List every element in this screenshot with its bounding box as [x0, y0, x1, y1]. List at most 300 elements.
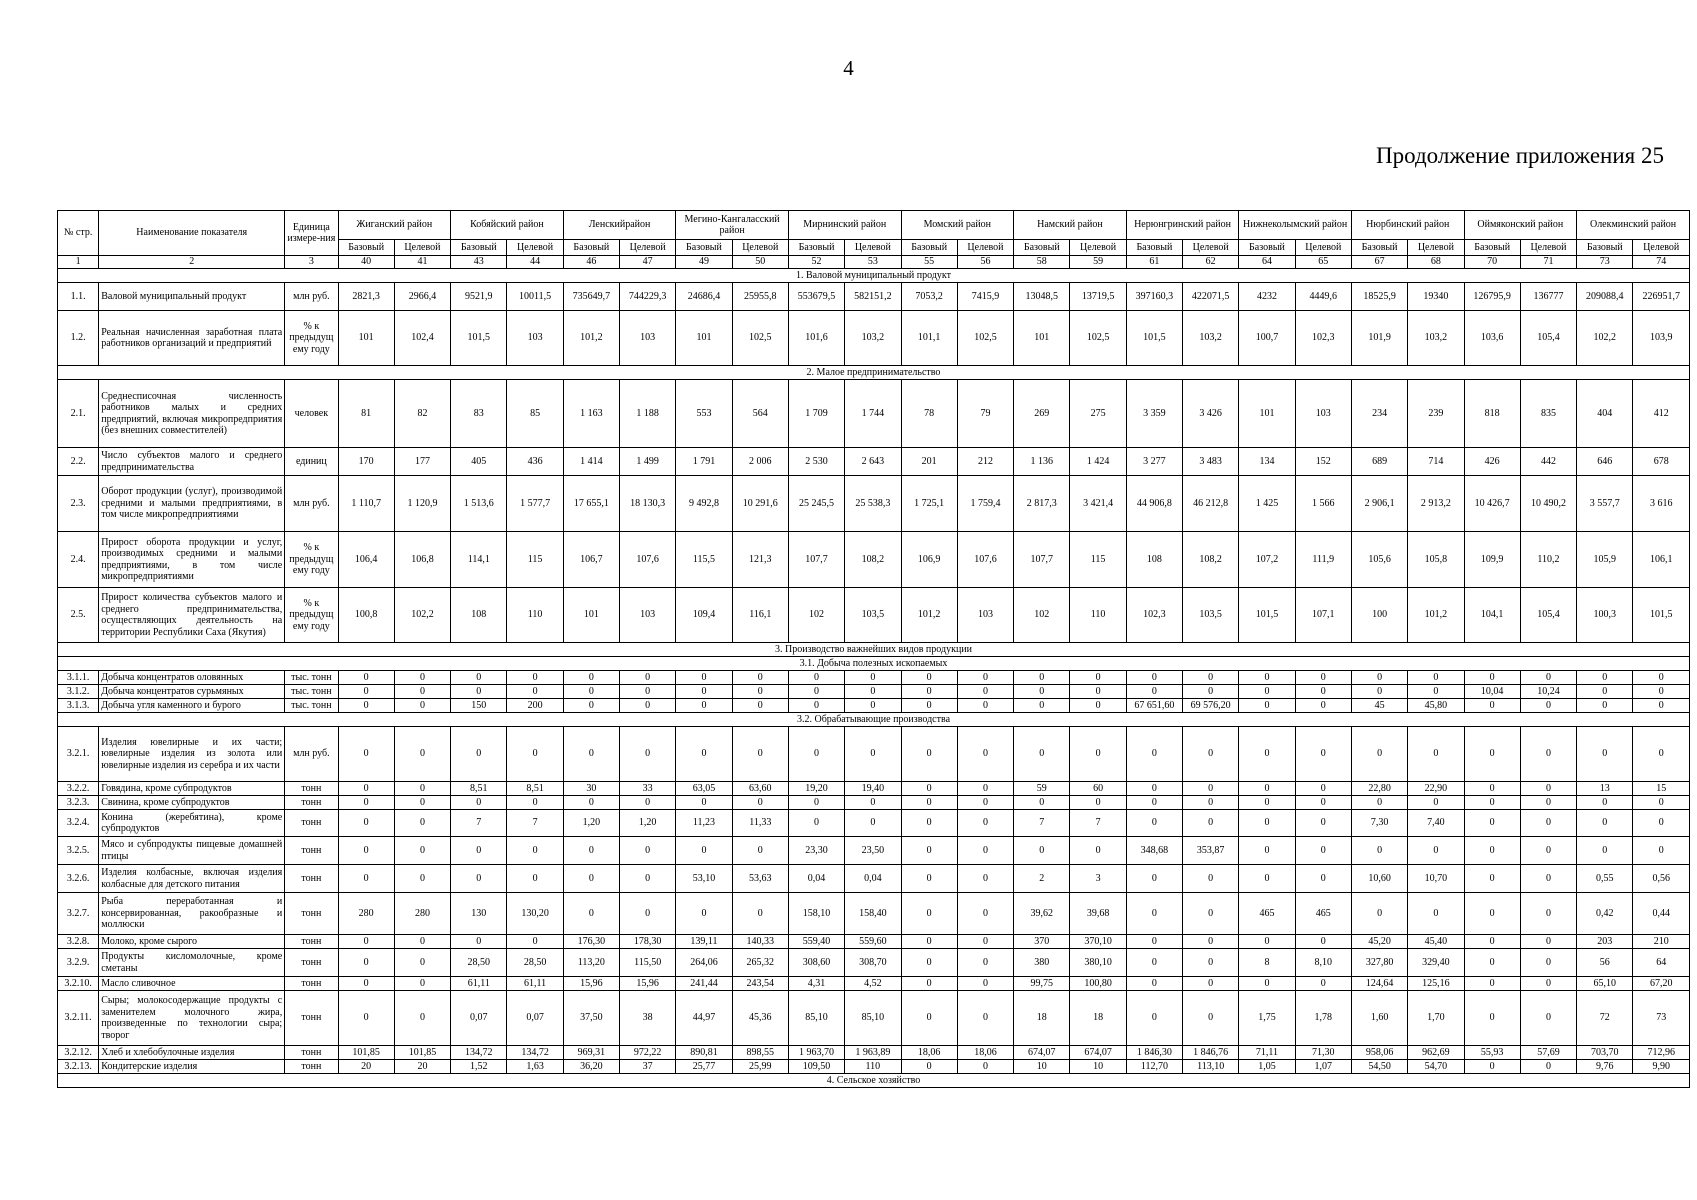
value-cell: 0 — [1126, 935, 1182, 949]
value-cell: 0 — [1520, 1060, 1576, 1074]
value-cell: 104,1 — [1464, 588, 1520, 643]
header-name: Наименование показателя — [99, 211, 285, 256]
header-base: Базовый — [563, 240, 619, 256]
value-cell: 1 963,70 — [788, 1046, 844, 1060]
value-cell: 1 424 — [1070, 448, 1126, 476]
value-cell: 134,72 — [451, 1046, 507, 1060]
value-cell: 0 — [1239, 782, 1295, 796]
value-cell: 103 — [507, 311, 563, 366]
column-number: 61 — [1126, 256, 1182, 269]
value-cell: 0 — [451, 796, 507, 810]
value-cell: 9521,9 — [451, 283, 507, 311]
value-cell: 0 — [1351, 685, 1407, 699]
value-cell: 0 — [394, 991, 450, 1046]
value-cell: 1 110,7 — [338, 476, 394, 532]
header-district: Намский район — [1014, 211, 1127, 240]
value-cell: 0 — [957, 782, 1013, 796]
value-cell: 329,40 — [1408, 949, 1464, 977]
value-cell: 115 — [507, 532, 563, 588]
value-cell: 0 — [1295, 865, 1351, 893]
row-number: 3.2.8. — [58, 935, 99, 949]
column-number: 50 — [732, 256, 788, 269]
value-cell: 102,2 — [394, 588, 450, 643]
value-cell: 54,70 — [1408, 1060, 1464, 1074]
value-cell: 0 — [338, 949, 394, 977]
value-cell: 0 — [620, 671, 676, 685]
column-number: 46 — [563, 256, 619, 269]
value-cell: 130,20 — [507, 893, 563, 935]
value-cell: 370 — [1014, 935, 1070, 949]
value-cell: 0 — [1408, 796, 1464, 810]
value-cell: 646 — [1577, 448, 1633, 476]
value-cell: 0 — [394, 935, 450, 949]
value-cell: 18,06 — [901, 1046, 957, 1060]
value-cell: 7053,2 — [901, 283, 957, 311]
value-cell: 553679,5 — [788, 283, 844, 311]
value-cell: 107,1 — [1295, 588, 1351, 643]
section-title: 1. Валовой муниципальный продукт — [58, 269, 1690, 283]
indicator-name: Добыча концентратов оловянных — [99, 671, 285, 685]
value-cell: 0 — [338, 782, 394, 796]
value-cell: 442 — [1520, 448, 1576, 476]
value-cell: 0 — [338, 796, 394, 810]
value-cell: 0 — [676, 837, 732, 865]
unit: тонн — [285, 796, 338, 810]
value-cell: 0 — [563, 865, 619, 893]
value-cell: 0 — [788, 699, 844, 713]
header-target: Целевой — [620, 240, 676, 256]
value-cell: 56 — [1577, 949, 1633, 977]
value-cell: 101,9 — [1351, 311, 1407, 366]
value-cell: 0 — [451, 685, 507, 699]
value-cell: 8,10 — [1295, 949, 1351, 977]
row-number: 3.2.10. — [58, 977, 99, 991]
value-cell: 564 — [732, 380, 788, 448]
value-cell: 0 — [901, 991, 957, 1046]
value-cell: 25,77 — [676, 1060, 732, 1074]
value-cell: 78 — [901, 380, 957, 448]
value-cell: 106,8 — [394, 532, 450, 588]
value-cell: 63,60 — [732, 782, 788, 796]
value-cell: 121,3 — [732, 532, 788, 588]
indicator-name: Число субъектов малого и среднего предпринимательства — [99, 448, 285, 476]
value-cell: 0 — [1520, 727, 1576, 782]
value-cell: 0 — [394, 782, 450, 796]
value-cell: 0 — [1295, 796, 1351, 810]
value-cell: 33 — [620, 782, 676, 796]
column-number: 73 — [1577, 256, 1633, 269]
header-target: Целевой — [1183, 240, 1239, 256]
table-row — [58, 380, 1690, 448]
value-cell: 0 — [1351, 837, 1407, 865]
indicator-name: Хлеб и хлебобулочные изделия — [99, 1046, 285, 1060]
value-cell: 108 — [451, 588, 507, 643]
row-number: 3.2.1. — [58, 727, 99, 782]
section-row — [58, 366, 1690, 380]
value-cell: 0 — [957, 727, 1013, 782]
value-cell: 1 846,30 — [1126, 1046, 1182, 1060]
value-cell: 18 130,3 — [620, 476, 676, 532]
value-cell: 57,69 — [1520, 1046, 1576, 1060]
value-cell: 0 — [338, 991, 394, 1046]
value-cell: 962,69 — [1408, 1046, 1464, 1060]
value-cell: 1,07 — [1295, 1060, 1351, 1074]
value-cell: 0 — [1351, 796, 1407, 810]
row-number: 2.1. — [58, 380, 99, 448]
value-cell: 0 — [845, 671, 901, 685]
value-cell: 10,24 — [1520, 685, 1576, 699]
value-cell: 19340 — [1408, 283, 1464, 311]
unit: тонн — [285, 991, 338, 1046]
value-cell: 0 — [1295, 935, 1351, 949]
value-cell: 0 — [1633, 727, 1690, 782]
value-cell: 0 — [1295, 699, 1351, 713]
value-cell: 1,63 — [507, 1060, 563, 1074]
value-cell: 239 — [1408, 380, 1464, 448]
row-number: 3.1.2. — [58, 685, 99, 699]
page-number: 4 — [843, 56, 854, 80]
table-row — [58, 476, 1690, 532]
unit: млн руб. — [285, 727, 338, 782]
value-cell: 898,55 — [732, 1046, 788, 1060]
value-cell: 689 — [1351, 448, 1407, 476]
value-cell: 1 136 — [1014, 448, 1070, 476]
value-cell: 397160,3 — [1126, 283, 1182, 311]
value-cell: 0 — [507, 935, 563, 949]
value-cell: 7 — [1070, 810, 1126, 837]
value-cell: 0 — [1295, 727, 1351, 782]
value-cell: 0 — [338, 810, 394, 837]
value-cell: 105,8 — [1408, 532, 1464, 588]
indicator-name: Мясо и субпродукты пищевые домашней птицы — [99, 837, 285, 865]
value-cell: 2 906,1 — [1351, 476, 1407, 532]
value-cell: 85,10 — [788, 991, 844, 1046]
unit: % к предыдущему году — [285, 311, 338, 366]
value-cell: 1,52 — [451, 1060, 507, 1074]
indicators-table — [57, 210, 1690, 1088]
value-cell: 712,96 — [1633, 1046, 1690, 1060]
value-cell: 23,50 — [845, 837, 901, 865]
table-row — [58, 532, 1690, 588]
value-cell: 81 — [338, 380, 394, 448]
value-cell: 348,68 — [1126, 837, 1182, 865]
value-cell: 139,11 — [676, 935, 732, 949]
value-cell: 0 — [901, 893, 957, 935]
appendix-title: Продолжение приложения 25 — [1376, 143, 1664, 168]
section-title: 2. Малое предпринимательство — [58, 366, 1690, 380]
value-cell: 0,56 — [1633, 865, 1690, 893]
value-cell: 126795,9 — [1464, 283, 1520, 311]
table-row — [58, 283, 1690, 311]
value-cell: 0 — [620, 865, 676, 893]
value-cell: 8,51 — [451, 782, 507, 796]
section-title: 3.1. Добыча полезных ископаемых — [58, 657, 1690, 671]
value-cell: 465 — [1295, 893, 1351, 935]
value-cell: 0 — [620, 893, 676, 935]
value-cell: 0 — [1464, 810, 1520, 837]
table-row — [58, 810, 1690, 837]
column-number: 52 — [788, 256, 844, 269]
row-number: 3.2.3. — [58, 796, 99, 810]
value-cell: 0 — [845, 685, 901, 699]
value-cell: 4,31 — [788, 977, 844, 991]
value-cell: 7 — [451, 810, 507, 837]
value-cell: 7 — [1014, 810, 1070, 837]
column-number: 44 — [507, 256, 563, 269]
value-cell: 178,30 — [620, 935, 676, 949]
value-cell: 107,7 — [788, 532, 844, 588]
value-cell: 0 — [1464, 991, 1520, 1046]
row-number: 3.2.2. — [58, 782, 99, 796]
value-cell: 140,33 — [732, 935, 788, 949]
value-cell: 0 — [1577, 796, 1633, 810]
value-cell: 103 — [620, 588, 676, 643]
value-cell: 0 — [507, 727, 563, 782]
value-cell: 0 — [1239, 935, 1295, 949]
value-cell: 0 — [1351, 671, 1407, 685]
value-cell: 264,06 — [676, 949, 732, 977]
value-cell: 0 — [901, 935, 957, 949]
unit: тонн — [285, 1060, 338, 1074]
value-cell: 0 — [901, 865, 957, 893]
value-cell: 559,60 — [845, 935, 901, 949]
value-cell: 0 — [1126, 727, 1182, 782]
value-cell: 0 — [957, 796, 1013, 810]
value-cell: 0 — [1239, 865, 1295, 893]
value-cell: 0 — [1633, 796, 1690, 810]
unit: тонн — [285, 935, 338, 949]
value-cell: 0 — [732, 893, 788, 935]
value-cell: 10,04 — [1464, 685, 1520, 699]
value-cell: 25 538,3 — [845, 476, 901, 532]
value-cell: 101,85 — [394, 1046, 450, 1060]
header-target: Целевой — [507, 240, 563, 256]
value-cell: 0 — [957, 935, 1013, 949]
value-cell: 0 — [1239, 977, 1295, 991]
table-row — [58, 448, 1690, 476]
header-num: № стр. — [58, 211, 99, 256]
value-cell: 0 — [1464, 977, 1520, 991]
value-cell: 115,5 — [676, 532, 732, 588]
value-cell: 0 — [1239, 796, 1295, 810]
value-cell: 67 651,60 — [1126, 699, 1182, 713]
value-cell: 108,2 — [1183, 532, 1239, 588]
header-target: Целевой — [957, 240, 1013, 256]
value-cell: 0 — [1520, 782, 1576, 796]
value-cell: 0 — [1464, 1060, 1520, 1074]
value-cell: 436 — [507, 448, 563, 476]
value-cell: 101,5 — [1633, 588, 1690, 643]
value-cell: 0 — [1126, 782, 1182, 796]
value-cell: 0 — [901, 671, 957, 685]
value-cell: 18 — [1070, 991, 1126, 1046]
value-cell: 113,10 — [1183, 1060, 1239, 1074]
value-cell: 0 — [620, 727, 676, 782]
indicator-name: Кондитерские изделия — [99, 1060, 285, 1074]
unit: тонн — [285, 810, 338, 837]
value-cell: 0 — [676, 893, 732, 935]
value-cell: 53,63 — [732, 865, 788, 893]
value-cell: 158,40 — [845, 893, 901, 935]
value-cell: 45,40 — [1408, 935, 1464, 949]
value-cell: 134 — [1239, 448, 1295, 476]
value-cell: 269 — [1014, 380, 1070, 448]
value-cell: 0 — [1126, 977, 1182, 991]
value-cell: 0 — [957, 685, 1013, 699]
value-cell: 110 — [845, 1060, 901, 1074]
row-number: 2.4. — [58, 532, 99, 588]
section-title: 4. Сельское хозяйство — [58, 1074, 1690, 1088]
value-cell: 0 — [1126, 893, 1182, 935]
value-cell: 0 — [788, 671, 844, 685]
unit: тонн — [285, 949, 338, 977]
column-number: 67 — [1351, 256, 1407, 269]
value-cell: 0 — [1464, 727, 1520, 782]
value-cell: 10 — [1014, 1060, 1070, 1074]
indicator-name: Добыча концентратов сурьмяных — [99, 685, 285, 699]
value-cell: 744229,3 — [620, 283, 676, 311]
value-cell: 45 — [1351, 699, 1407, 713]
value-cell: 200 — [507, 699, 563, 713]
section-row — [58, 643, 1690, 657]
header-target: Целевой — [1295, 240, 1351, 256]
header-base: Базовый — [676, 240, 732, 256]
value-cell: 210 — [1633, 935, 1690, 949]
value-cell: 4449,6 — [1295, 283, 1351, 311]
column-number: 64 — [1239, 256, 1295, 269]
value-cell: 103 — [620, 311, 676, 366]
value-cell: 0 — [957, 991, 1013, 1046]
value-cell: 0 — [845, 699, 901, 713]
value-cell: 0 — [620, 837, 676, 865]
unit: тонн — [285, 782, 338, 796]
indicator-name: Среднесписочная численность работников малых и средних предприятий, включая микропредприятия (без внешних совместителей) — [99, 380, 285, 448]
value-cell: 0 — [338, 699, 394, 713]
value-cell: 85,10 — [845, 991, 901, 1046]
value-cell: 2 643 — [845, 448, 901, 476]
value-cell: 36,20 — [563, 1060, 619, 1074]
indicator-name: Говядина, кроме субпродуктов — [99, 782, 285, 796]
value-cell: 37,50 — [563, 991, 619, 1046]
value-cell: 0 — [732, 671, 788, 685]
value-cell: 3 483 — [1183, 448, 1239, 476]
table-row — [58, 727, 1690, 782]
value-cell: 0 — [1183, 991, 1239, 1046]
column-number: 62 — [1183, 256, 1239, 269]
value-cell: 102,5 — [957, 311, 1013, 366]
value-cell: 103 — [1295, 380, 1351, 448]
value-cell: 714 — [1408, 448, 1464, 476]
value-cell: 113,20 — [563, 949, 619, 977]
value-cell: 2821,3 — [338, 283, 394, 311]
value-cell: 11,23 — [676, 810, 732, 837]
value-cell: 241,44 — [676, 977, 732, 991]
value-cell: 0 — [1520, 977, 1576, 991]
value-cell: 20 — [338, 1060, 394, 1074]
value-cell: 176,30 — [563, 935, 619, 949]
value-cell: 0 — [1464, 949, 1520, 977]
value-cell: 1 499 — [620, 448, 676, 476]
value-cell: 106,7 — [563, 532, 619, 588]
value-cell: 327,80 — [1351, 949, 1407, 977]
unit: % к предыдущему году — [285, 588, 338, 643]
row-number: 2.2. — [58, 448, 99, 476]
value-cell: 370,10 — [1070, 935, 1126, 949]
value-cell: 0 — [394, 949, 450, 977]
column-number: 55 — [901, 256, 957, 269]
value-cell: 243,54 — [732, 977, 788, 991]
value-cell: 101 — [338, 311, 394, 366]
value-cell: 103,2 — [845, 311, 901, 366]
table-row — [58, 1046, 1690, 1060]
value-cell: 0 — [394, 699, 450, 713]
value-cell: 958,06 — [1351, 1046, 1407, 1060]
table-row — [58, 685, 1690, 699]
value-cell: 0 — [676, 796, 732, 810]
column-number: 74 — [1633, 256, 1690, 269]
value-cell: 0 — [394, 685, 450, 699]
value-cell: 103,5 — [1183, 588, 1239, 643]
value-cell: 158,10 — [788, 893, 844, 935]
value-cell: 1 513,6 — [451, 476, 507, 532]
header-target: Целевой — [394, 240, 450, 256]
value-cell: 102,5 — [1070, 311, 1126, 366]
value-cell: 0 — [901, 685, 957, 699]
value-cell: 59 — [1014, 782, 1070, 796]
value-cell: 4232 — [1239, 283, 1295, 311]
indicator-name: Изделия колбасные, включая изделия колбасные для детского питания — [99, 865, 285, 893]
header-base: Базовый — [788, 240, 844, 256]
value-cell: 2 530 — [788, 448, 844, 476]
unit: тонн — [285, 1046, 338, 1060]
value-cell: 0 — [788, 685, 844, 699]
value-cell: 0 — [1520, 893, 1576, 935]
value-cell: 4,52 — [845, 977, 901, 991]
value-cell: 0 — [620, 685, 676, 699]
value-cell: 15 — [1633, 782, 1690, 796]
value-cell: 3 359 — [1126, 380, 1182, 448]
value-cell: 82 — [394, 380, 450, 448]
indicator-name: Продукты кисломолочные, кроме сметаны — [99, 949, 285, 977]
value-cell: 150 — [451, 699, 507, 713]
header-district: Нижнеколымский район — [1239, 211, 1352, 240]
header-district: Мегино-Кангаласский район — [676, 211, 789, 240]
header-base: Базовый — [1239, 240, 1295, 256]
value-cell: 1 188 — [620, 380, 676, 448]
value-cell: 0 — [957, 1060, 1013, 1074]
value-cell: 3 421,4 — [1070, 476, 1126, 532]
value-cell: 0 — [957, 837, 1013, 865]
value-cell: 103,6 — [1464, 311, 1520, 366]
value-cell: 1 577,7 — [507, 476, 563, 532]
value-cell: 44 906,8 — [1126, 476, 1182, 532]
value-cell: 0 — [1126, 865, 1182, 893]
value-cell: 0 — [1520, 991, 1576, 1046]
value-cell: 25 245,5 — [788, 476, 844, 532]
value-cell: 115 — [1070, 532, 1126, 588]
value-cell: 0 — [1183, 671, 1239, 685]
value-cell: 64 — [1633, 949, 1690, 977]
value-cell: 0 — [338, 685, 394, 699]
value-cell: 0 — [676, 727, 732, 782]
value-cell: 102,2 — [1577, 311, 1633, 366]
value-cell: 0 — [901, 977, 957, 991]
value-cell: 39,62 — [1014, 893, 1070, 935]
value-cell: 1 425 — [1239, 476, 1295, 532]
value-cell: 0 — [901, 1060, 957, 1074]
header-base: Базовый — [901, 240, 957, 256]
value-cell: 106,1 — [1633, 532, 1690, 588]
